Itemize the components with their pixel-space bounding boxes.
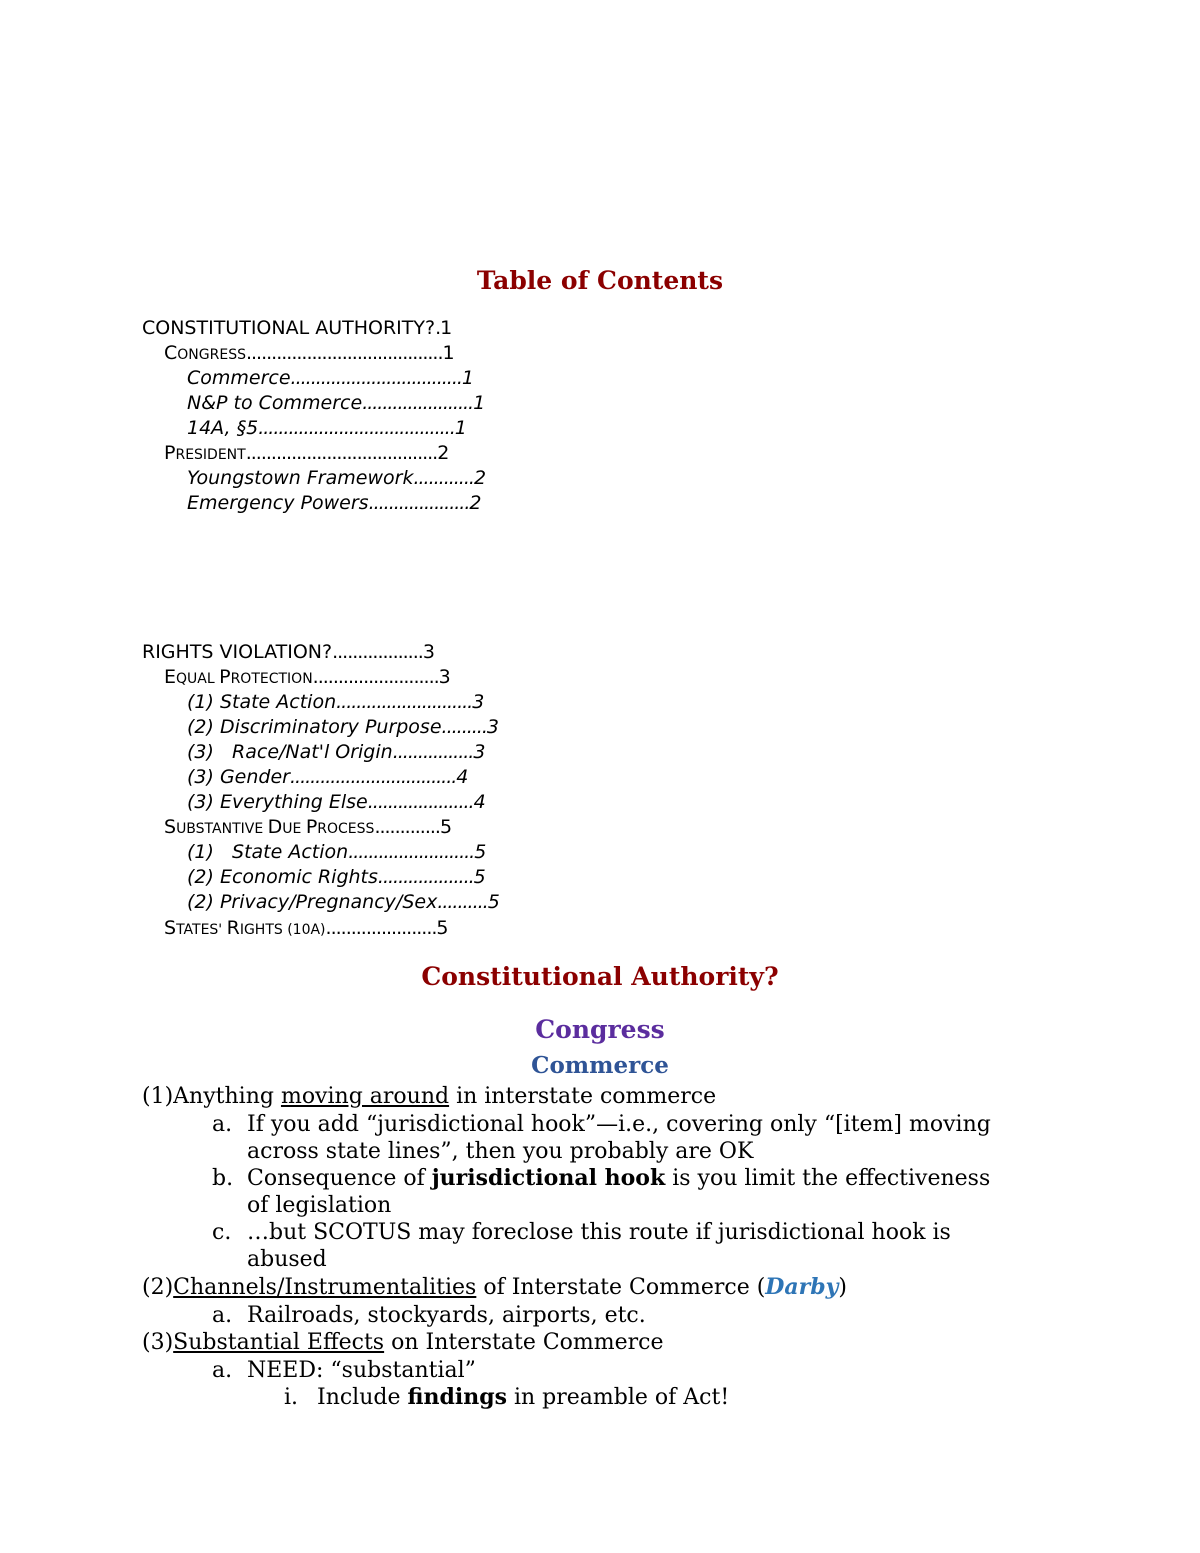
- bold-term: findings: [407, 1384, 507, 1410]
- toc-entry-label: UE: [282, 821, 306, 837]
- toc-entry-page: 4: [473, 791, 486, 813]
- list-text: If you add “jurisdictional hook”—i.e., covering only “[item] moving: [247, 1112, 991, 1137]
- toc-entry[interactable]: [187, 790, 486, 815]
- list-text: is you limit the effectiveness: [665, 1166, 991, 1191]
- toc-entry-label: E: [164, 666, 177, 688]
- list-text: Anything: [173, 1084, 281, 1109]
- toc-entry[interactable]: [164, 341, 455, 368]
- toc-entry-label: (2) Economic Rights: [187, 866, 378, 888]
- toc-entry-dots: .........: [441, 716, 487, 738]
- toc-entry-page: 3: [422, 641, 435, 663]
- toc-entry[interactable]: [187, 715, 499, 740]
- heading-congress: Congress: [535, 1015, 665, 1044]
- list-item: [142, 1274, 847, 1301]
- toc-entry-label: 14A, §5: [187, 417, 259, 439]
- toc-entry-label: UBSTANTIVE: [176, 821, 268, 837]
- toc-entry-label: ROCESS: [317, 821, 375, 837]
- toc-entry-label: QUAL: [176, 671, 220, 687]
- list-text: Consequence of: [247, 1166, 432, 1191]
- toc-entry-dots: ...........................: [336, 691, 473, 713]
- toc-entry-page: 1: [454, 417, 467, 439]
- list-text: …but SCOTUS may foreclose this route if jurisdictional hook is: [247, 1220, 951, 1245]
- toc-entry-label: IGHTS (10A): [239, 922, 326, 938]
- toc-entry[interactable]: [142, 316, 452, 341]
- toc-entry-page: 5: [436, 917, 449, 939]
- toc-entry-page: 2: [469, 492, 482, 514]
- list-text: Railroads, stockyards, airports, etc.: [247, 1303, 646, 1328]
- toc-entry-label: (1) State Action: [187, 691, 337, 713]
- toc-entry-label: (3) Everything Else: [187, 791, 368, 813]
- list-text: ): [838, 1275, 847, 1300]
- toc-entry-label: R: [226, 917, 240, 939]
- list-text: in preamble of Act!: [506, 1385, 730, 1410]
- toc-entry-page: 3: [473, 741, 486, 763]
- toc-entry-label: TATES': [176, 922, 227, 938]
- toc-entry-label: Emergency Powers: [187, 492, 369, 514]
- toc-entry-dots: .: [435, 317, 441, 339]
- toc-entry-label: Commerce: [187, 367, 291, 389]
- list-marker: a.: [212, 1303, 233, 1328]
- list-item: [247, 1165, 990, 1192]
- list-text: of legislation: [247, 1193, 392, 1218]
- toc-entry-label: (3) Gender: [187, 766, 290, 788]
- list-item: [142, 1083, 716, 1110]
- toc-entry[interactable]: [187, 416, 467, 441]
- toc-entry-page: 2: [473, 467, 487, 489]
- toc-entry-dots: ......................: [325, 917, 437, 939]
- toc-entry-label: C: [164, 342, 178, 364]
- toc-entry-label: (3) Race/Nat'l Origin: [187, 741, 393, 763]
- toc-entry-page: 3: [438, 666, 451, 688]
- toc-entry-dots: .....................: [367, 791, 474, 813]
- toc-entry-page: 3: [472, 691, 485, 713]
- toc-entry[interactable]: [187, 840, 486, 865]
- underlined-term: Substantial Effects: [173, 1330, 385, 1355]
- toc-entry-page: 4: [456, 766, 469, 788]
- list-item: [317, 1384, 729, 1411]
- toc-entry[interactable]: [187, 391, 485, 416]
- toc-entry-label: S: [164, 917, 177, 939]
- heading-constitutional-authority: Constitutional Authority?: [421, 962, 779, 991]
- toc-entry-page: 1: [461, 367, 474, 389]
- list-marker: a.: [212, 1112, 233, 1137]
- list-text: of Interstate Commerce (: [476, 1275, 766, 1300]
- list-number: (1): [142, 1084, 174, 1109]
- toc-entry-dots: .........................: [348, 841, 475, 863]
- toc-entry-label: (2) Discriminatory Purpose: [187, 716, 442, 738]
- list-text: in interstate commerce: [449, 1084, 717, 1109]
- list-text: on Interstate Commerce: [384, 1330, 664, 1355]
- toc-entry-page: 5: [474, 841, 487, 863]
- toc-entry-label: S: [164, 816, 177, 838]
- toc-entry[interactable]: [187, 890, 500, 915]
- toc-entry-page: 2: [437, 442, 450, 464]
- toc-entry[interactable]: [164, 441, 449, 468]
- toc-entry-label: RESIDENT: [175, 447, 246, 463]
- list-marker: i.: [284, 1385, 299, 1410]
- list-marker: b.: [212, 1166, 234, 1191]
- toc-entry[interactable]: [187, 740, 485, 765]
- toc-entry-page: 3: [486, 716, 499, 738]
- list-text: abused: [247, 1247, 327, 1272]
- toc-entry-page: 1: [440, 317, 453, 339]
- toc-entry[interactable]: [187, 466, 486, 491]
- toc-entry-page: 5: [473, 866, 486, 888]
- toc-entry-dots: .................................: [289, 766, 457, 788]
- toc-entry-label: ONGRESS: [177, 347, 246, 363]
- toc-entry-label: D: [267, 816, 283, 838]
- toc-entry-label: P: [219, 666, 231, 688]
- heading-commerce: Commerce: [531, 1052, 669, 1079]
- list-number: (2): [142, 1275, 174, 1300]
- toc-entry-dots: .......................................: [258, 417, 455, 439]
- toc-entry[interactable]: [187, 491, 481, 516]
- toc-entry-dots: ......................: [362, 392, 474, 414]
- toc-entry-label: RIGHTS VIOLATION?: [142, 641, 333, 663]
- toc-entry-label: (2) Privacy/Pregnancy/Sex: [187, 891, 438, 913]
- list-text: NEED: “substantial”: [247, 1358, 476, 1383]
- toc-entry[interactable]: [164, 815, 452, 842]
- toc-entry-label: Youngstown Framework: [187, 467, 414, 489]
- list-text: Include: [317, 1385, 408, 1410]
- toc-entry-label: P: [305, 816, 318, 838]
- toc-entry-label: CONSTITUTIONAL AUTHORITY?: [142, 317, 436, 339]
- toc-entry-page: 1: [442, 342, 455, 364]
- toc-entry-label: P: [164, 442, 176, 464]
- toc-entry-dots: ............: [413, 467, 474, 489]
- toc-entry[interactable]: [187, 366, 474, 391]
- case-name: Darby: [765, 1274, 839, 1300]
- toc-entry-dots: ..................: [332, 641, 423, 663]
- list-text: across state lines”, then you probably are OK: [247, 1139, 754, 1164]
- toc-entry-page: 1: [473, 392, 486, 414]
- toc-entry-dots: .........................: [312, 666, 439, 688]
- toc-entry-dots: ................: [392, 741, 474, 763]
- list-item: [142, 1329, 664, 1356]
- toc-entry[interactable]: [164, 916, 449, 943]
- toc-entry-dots: .............: [374, 816, 440, 838]
- toc-entry-label: (1) State Action: [187, 841, 349, 863]
- toc-entry[interactable]: [164, 665, 451, 692]
- list-marker: c.: [212, 1220, 232, 1245]
- bold-term: jurisdictional hook: [431, 1165, 666, 1191]
- toc-entry[interactable]: [187, 865, 486, 890]
- toc-entry-dots: .......................................: [245, 342, 443, 364]
- list-number: (3): [142, 1330, 174, 1355]
- toc-entry-dots: ....................: [368, 492, 470, 514]
- toc-entry-label: N&P to Commerce: [187, 392, 363, 414]
- toc-entry-dots: ......................................: [245, 442, 438, 464]
- toc-entry-page: 5: [487, 891, 500, 913]
- toc-entry[interactable]: [187, 765, 468, 790]
- underlined-term: moving around: [280, 1084, 450, 1109]
- toc-entry[interactable]: [142, 640, 435, 665]
- toc-entry-dots: ..................................: [290, 367, 462, 389]
- underlined-term: Channels/Instrumentalities: [173, 1275, 477, 1300]
- toc-entry-page: 5: [439, 816, 453, 838]
- toc-title: Table of Contents: [476, 266, 724, 295]
- toc-entry-dots: ..........: [437, 891, 488, 913]
- toc-entry[interactable]: [187, 690, 484, 715]
- toc-entry-label: ROTECTION: [230, 671, 313, 687]
- list-marker: a.: [212, 1358, 233, 1383]
- toc-entry-dots: ...................: [377, 866, 474, 888]
